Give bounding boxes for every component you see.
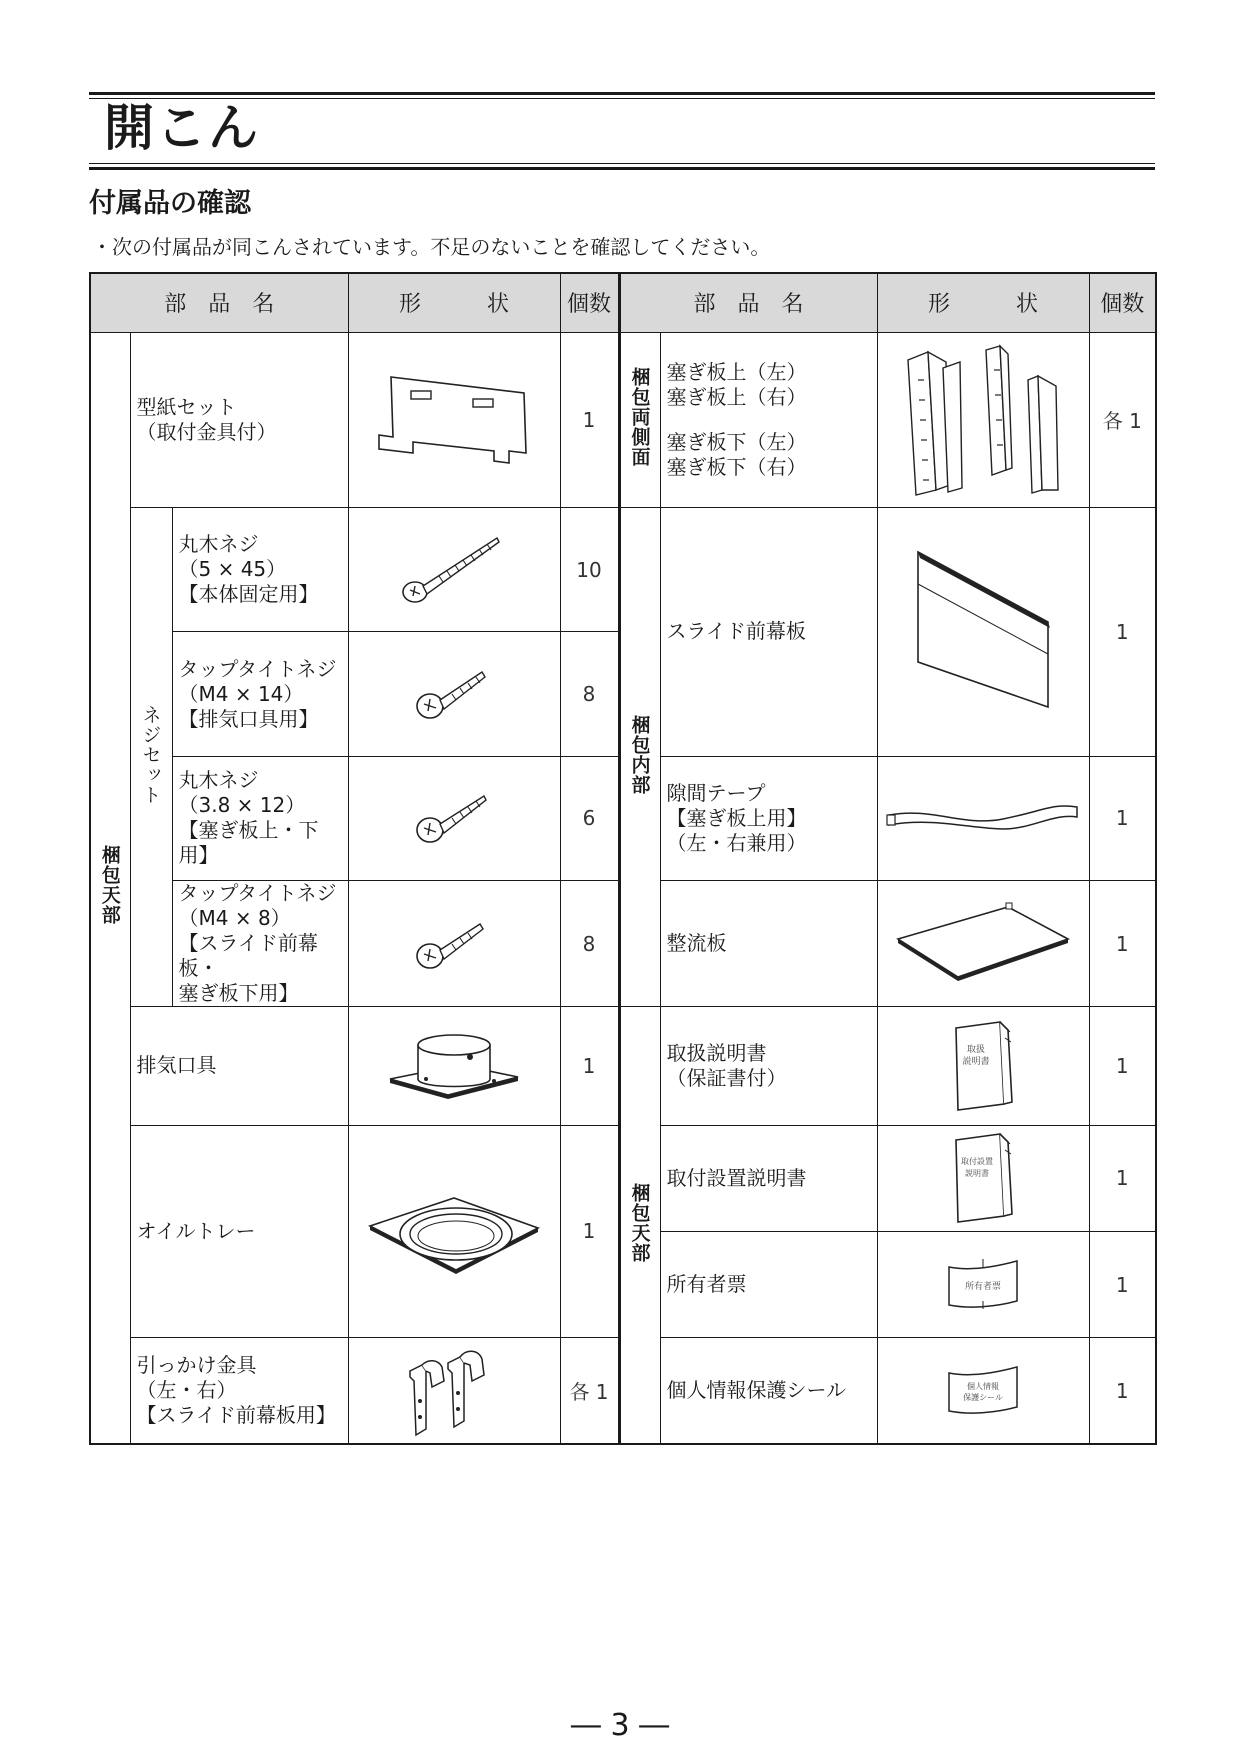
qty-oil-tray: 1 — [560, 1125, 619, 1338]
title-rule-thick — [89, 167, 1155, 170]
svg-text:取扱: 取扱 — [967, 1044, 986, 1055]
install-manual-icon — [948, 1130, 1018, 1226]
part-name-manual: 取扱説明書 （保証書付） — [660, 1007, 877, 1125]
group-label-top-right: 梱包天部 — [619, 1007, 660, 1444]
template-icon — [369, 365, 539, 475]
header-part-name-right: 部 品 名 — [619, 273, 877, 332]
qty-screw4: 8 — [560, 881, 619, 1007]
section-note: ・次の付属品が同こんされています。不足のないことを確認してください。 — [92, 235, 771, 259]
tapping-screw-icon — [414, 914, 494, 974]
tapping-screw-icon — [414, 664, 494, 724]
shape-cell — [877, 332, 1089, 507]
shape-cell — [348, 632, 560, 756]
header-shape: 形 状 — [348, 273, 560, 332]
page-number: ― 3 ― — [570, 1708, 670, 1743]
shape-cell — [877, 881, 1089, 1007]
part-name-hooks: 引っかけ金具 （左・右） 【スライド前幕板用】 — [130, 1338, 348, 1444]
part-name-exhaust: 排気口具 — [130, 1007, 348, 1125]
part-name-screw2: タップタイトネジ （M4 × 14） 【排気口具用】 — [172, 632, 348, 756]
shape-cell — [877, 1007, 1089, 1125]
part-name-owner-card: 所有者票 — [660, 1231, 877, 1337]
side-plates-icon — [888, 340, 1078, 500]
shape-cell — [348, 1338, 560, 1444]
header-qty: 個数 — [560, 273, 619, 332]
part-name-screw1: 丸木ネジ （5 × 45） 【本体固定用】 — [172, 508, 348, 632]
header-shape-right: 形 状 — [877, 273, 1089, 332]
title-rule-thin — [89, 163, 1155, 164]
wood-screw-icon — [399, 530, 509, 610]
qty-screw1: 10 — [560, 508, 619, 632]
header-row — [90, 273, 1156, 332]
parts-table — [89, 272, 1157, 1445]
table-row — [90, 508, 1156, 632]
manual-book-icon — [948, 1018, 1018, 1114]
table-row — [90, 1007, 1156, 1125]
owner-card-icon — [943, 1257, 1023, 1313]
qty-baffle: 1 — [1089, 881, 1156, 1007]
qty-screw2: 8 — [560, 632, 619, 756]
shape-cell — [877, 1338, 1089, 1444]
group-label-screw-set: ネジセット — [130, 508, 172, 1007]
qty-template-set: 1 — [560, 332, 619, 507]
qty-screw3: 6 — [560, 756, 619, 880]
gap-tape-icon — [883, 793, 1083, 843]
header-part-name: 部 品 名 — [90, 273, 348, 332]
qty-front-panel: 1 — [1089, 508, 1156, 757]
svg-text:取付設置: 取付設置 — [961, 1157, 994, 1167]
svg-text:説明書: 説明書 — [965, 1169, 990, 1179]
qty-install-manual: 1 — [1089, 1125, 1156, 1231]
part-name-side-plates: 塞ぎ板上（左） 塞ぎ板上（右） 塞ぎ板下（左） 塞ぎ板下（右） — [660, 332, 877, 507]
group-label-sides: 梱包両側面 — [619, 332, 660, 507]
group-label-inner: 梱包内部 — [619, 508, 660, 1007]
wood-screw-icon — [414, 788, 494, 848]
shape-cell — [348, 1007, 560, 1125]
group-label-top-left: 梱包天部 — [90, 332, 130, 1444]
part-name-oil-tray: オイルトレー — [130, 1125, 348, 1338]
part-name-screw3: 丸木ネジ （3.8 × 12） 【塞ぎ板上・下用】 — [172, 756, 348, 880]
shape-cell — [348, 881, 560, 1007]
qty-manual: 1 — [1089, 1007, 1156, 1125]
part-name-template-set: 型紙セット （取付金具付） — [130, 332, 348, 507]
svg-text:保護シール: 保護シール — [963, 1392, 1003, 1402]
section-title: 付属品の確認 — [89, 188, 251, 219]
qty-exhaust: 1 — [560, 1007, 619, 1125]
part-name-gap-tape: 隙間テープ 【塞ぎ板上用】 （左・右兼用） — [660, 756, 877, 880]
part-name-privacy-seal: 個人情報保護シール — [660, 1338, 877, 1444]
shape-cell — [877, 1231, 1089, 1337]
baffle-plate-icon — [888, 899, 1078, 989]
part-name-screw4: タップタイトネジ （M4 × 8） 【スライド前幕板・ 塞ぎ板下用】 — [172, 881, 348, 1007]
shape-cell — [877, 1125, 1089, 1231]
hook-bracket-icon — [404, 1341, 504, 1441]
shape-cell — [348, 332, 560, 507]
shape-cell — [877, 508, 1089, 757]
page-title: 開こん — [104, 99, 260, 157]
svg-text:所有者票: 所有者票 — [965, 1281, 1002, 1292]
qty-gap-tape: 1 — [1089, 756, 1156, 880]
qty-privacy-seal: 1 — [1089, 1338, 1156, 1444]
qty-owner-card: 1 — [1089, 1231, 1156, 1337]
part-name-baffle: 整流板 — [660, 881, 877, 1007]
shape-cell — [348, 508, 560, 632]
oil-tray-icon — [364, 1176, 544, 1286]
svg-text:個人情報: 個人情報 — [967, 1381, 1000, 1391]
part-name-install-manual: 取付設置説明書 — [660, 1125, 877, 1231]
shape-cell — [877, 756, 1089, 880]
privacy-seal-icon — [943, 1363, 1023, 1419]
part-name-front-panel: スライド前幕板 — [660, 508, 877, 757]
table-row — [90, 332, 1156, 507]
header-qty-right: 個数 — [1089, 273, 1156, 332]
exhaust-port-icon — [384, 1021, 524, 1111]
qty-side-plates: 各 1 — [1089, 332, 1156, 507]
qty-hooks: 各 1 — [560, 1338, 619, 1444]
front-panel-icon — [908, 542, 1058, 722]
shape-cell — [348, 1125, 560, 1338]
svg-text:説明書: 説明書 — [962, 1056, 990, 1067]
shape-cell — [348, 756, 560, 880]
top-rule-thick — [89, 92, 1155, 95]
